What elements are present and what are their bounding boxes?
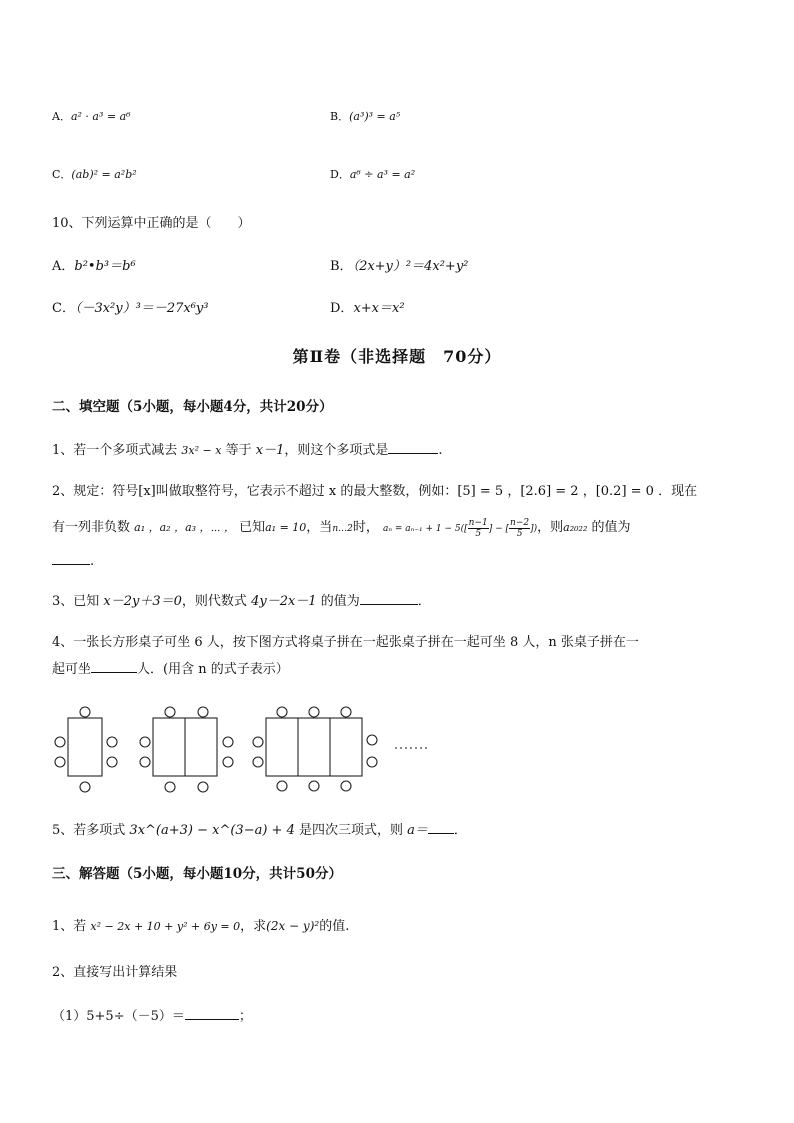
chair — [80, 707, 90, 717]
fill-q2-cond: n…2 — [332, 524, 353, 534]
fill-q2-formula-head: aₙ = aₙ₋₁ + 1 − 5( — [383, 524, 465, 534]
chair — [140, 737, 150, 747]
q10-stem: 10、下列运算中正确的是（ ） — [52, 216, 251, 231]
table-arrangement-diagram — [50, 700, 440, 800]
q10-option-c-label: C． — [52, 301, 75, 316]
q9-option-c-label: C． — [52, 168, 72, 181]
q10-option-b-label: B． — [330, 259, 353, 274]
fill-q2-seq: a₁ ，a₂ ，a₃ ，⋯ ， — [134, 521, 235, 534]
fill-q4-line2-a: 起可坐 — [52, 662, 92, 677]
fill-q1-end: . — [438, 443, 443, 458]
fill-q2-frac2 — [509, 518, 530, 539]
chair — [198, 782, 208, 792]
q10-option-d-expr: x+x＝x² — [353, 301, 405, 316]
chair — [55, 737, 65, 747]
fill-q2-frac1-den: 5 — [475, 529, 482, 539]
fill-q2-valueis: 的值为 — [591, 520, 631, 535]
fill-q3-suffix: 的值为 — [320, 594, 360, 609]
two-table-group — [140, 707, 233, 792]
q9-option-d — [330, 166, 415, 184]
chair — [107, 737, 117, 747]
solve-q1-expr: x² − 2x + 10 + y² + 6y = 0 — [90, 920, 241, 933]
chair — [223, 737, 233, 747]
fill-q2-target: a₂₀₂₂ — [563, 521, 588, 534]
fill-q5-end: ． — [453, 823, 467, 838]
fill-q1 — [52, 442, 443, 460]
q9-option-a-expr: a² · a³ = a⁶ — [70, 110, 131, 123]
q9-option-c-expr: (ab)² = a²b² — [71, 168, 137, 181]
fill-q2-formula-mid: ] − [ — [488, 524, 510, 534]
fill-q2-then: ，则 — [537, 520, 564, 535]
table — [68, 718, 102, 776]
fill-q2-line3 — [52, 553, 94, 571]
fill-q4-line1: 4、一张长方形桌子可坐 6 人，按下图方式将桌子拼在一起张桌子拼在一起可坐 8 人，n 张桌子拼在一 — [52, 635, 639, 650]
fill-q5-answer-blank[interactable] — [428, 833, 454, 834]
solve-q2-stem: 2、直接写出计算结果 — [52, 965, 178, 980]
solve-q2-sub1 — [52, 1008, 252, 1026]
q10-option-a — [52, 258, 136, 276]
fill-q2-time: 时， — [352, 520, 379, 535]
chair — [223, 757, 233, 767]
table — [266, 718, 362, 776]
fill-q3-prefix: 3、已知 — [52, 594, 100, 609]
part2-title: 第Ⅱ卷（非选择题 70分） — [292, 347, 502, 366]
fill-q1-expr1: 3x² − x — [181, 444, 222, 457]
fill-q2-frac1 — [468, 518, 489, 539]
fill-q3-expr1: x－2y＋3＝0 — [103, 594, 182, 609]
q9-option-b — [330, 108, 400, 126]
fill-q5-mid: 是四次三项式，则 — [298, 823, 403, 838]
q10-option-d — [330, 300, 405, 318]
fill-q3-expr2: 4y－2x－1 — [251, 594, 317, 609]
fill-q4-line2-b: 人．(用含 n 的式子表示） — [137, 662, 289, 677]
q10-option-b-expr: （2x+y）²＝4x²+y² — [352, 259, 469, 274]
chair — [341, 707, 351, 717]
solve-q1-prefix: 1、若 — [52, 919, 87, 934]
fill-q3-mid: ，则代数式 — [181, 594, 247, 609]
q9-option-d-expr: a⁶ ÷ a³ = a² — [349, 168, 416, 181]
q10-option-d-label: D． — [330, 301, 354, 316]
fill-q2-seq-intro: 有一列非负数 — [52, 520, 131, 535]
fill-q2-given: 已知 — [239, 520, 266, 535]
fill-q2-frac2-num: n−2 — [510, 518, 530, 528]
fill-q1-answer-blank[interactable] — [388, 453, 438, 454]
chair — [55, 757, 65, 767]
fill-q3-answer-blank[interactable] — [360, 604, 418, 605]
solve-q1-mid: ，求 — [240, 919, 267, 934]
q9-option-c — [52, 166, 137, 184]
fill-q4-answer-blank[interactable] — [91, 672, 137, 673]
three-table-group — [253, 707, 377, 791]
section2-heading: 二、填空题（5小题，每小题4分，共计20分） — [52, 399, 333, 415]
fill-q1-expr2: x－1 — [255, 443, 285, 458]
fill-q2-line2 — [52, 516, 631, 541]
chair — [341, 781, 351, 791]
one-table-group — [55, 707, 117, 792]
fill-q4-line2 — [52, 661, 289, 679]
fill-q2-when: ，当 — [306, 520, 333, 535]
fill-q1-suffix: ，则这个多项式是 — [284, 443, 389, 458]
fill-q2-answer-blank[interactable] — [52, 564, 90, 565]
q10-option-a-expr: b²•b³＝b⁶ — [74, 259, 136, 274]
chair — [367, 757, 377, 767]
solve-q2-sub1-answer-blank[interactable] — [185, 1019, 239, 1020]
fill-q2-end: . — [90, 554, 95, 569]
q10-option-c — [52, 300, 208, 318]
chair — [80, 782, 90, 792]
fill-q2-frac1-num: n−1 — [468, 518, 488, 528]
q10-option-c-expr: （－3x²y）³＝－27x⁶y³ — [74, 301, 209, 316]
fill-q2-formula-tail: ]) — [530, 524, 538, 534]
chair — [277, 707, 287, 717]
q9-option-b-expr: (a³)³ = a⁵ — [349, 110, 401, 123]
fill-q2-frac2-den: 5 — [516, 529, 523, 539]
fill-q5-prefix: 5、若多项式 — [52, 823, 126, 838]
solve-q1-suffix: 的值. — [319, 919, 350, 934]
fill-q1-prefix: 1、若一个多项式减去 — [52, 443, 178, 458]
fill-q5-var: a＝ — [407, 823, 428, 838]
q10-option-b — [330, 258, 468, 276]
fill-q1-mid: 等于 — [225, 443, 252, 458]
q9-option-b-label: B． — [330, 110, 350, 123]
fill-q5-expr: 3x^(a+3) − x^(3−a) + 4 — [129, 823, 295, 838]
chair — [253, 757, 263, 767]
chair — [165, 707, 175, 717]
chair — [309, 781, 319, 791]
chair — [253, 737, 263, 747]
chair — [165, 782, 175, 792]
solve-q1 — [52, 917, 349, 936]
chair — [309, 707, 319, 717]
fill-q2-formula: aₙ = aₙ₋₁ + 1 − 5([ $\frac{n-1}{5}$ ] − [ $\frac{n-2}{5}$ ]) — [383, 518, 538, 539]
chair — [140, 757, 150, 767]
q9-option-a-label: A． — [52, 110, 71, 123]
q9-option-d-label: D． — [330, 168, 350, 181]
q10-option-a-label: A． — [52, 259, 75, 274]
section3-heading: 三、解答题（5小题，每小题10分，共计50分） — [52, 866, 342, 882]
solve-q2-sub1-prefix: （1）5+5÷（－5）＝ — [52, 1009, 185, 1024]
chair — [198, 707, 208, 717]
fill-q2-a1: a₁ = 10 — [265, 521, 307, 534]
fill-q3 — [52, 593, 431, 611]
fill-q5 — [52, 822, 467, 840]
solve-q1-expr2: (2x − y)² — [266, 919, 320, 933]
chair — [277, 781, 287, 791]
chair — [107, 757, 117, 767]
chair — [367, 735, 377, 745]
solve-q2-sub1-end: ； — [238, 1009, 252, 1024]
q9-option-a — [52, 108, 131, 126]
fill-q2-line1: 2、规定：符号[x]叫做取整符号，它表示不超过 x 的最大整数，例如：[5] = 5 ，[2.6] = 2 ，[0.2] = 0 ．现在 — [52, 484, 698, 499]
fill-q3-end: ． — [417, 594, 431, 609]
